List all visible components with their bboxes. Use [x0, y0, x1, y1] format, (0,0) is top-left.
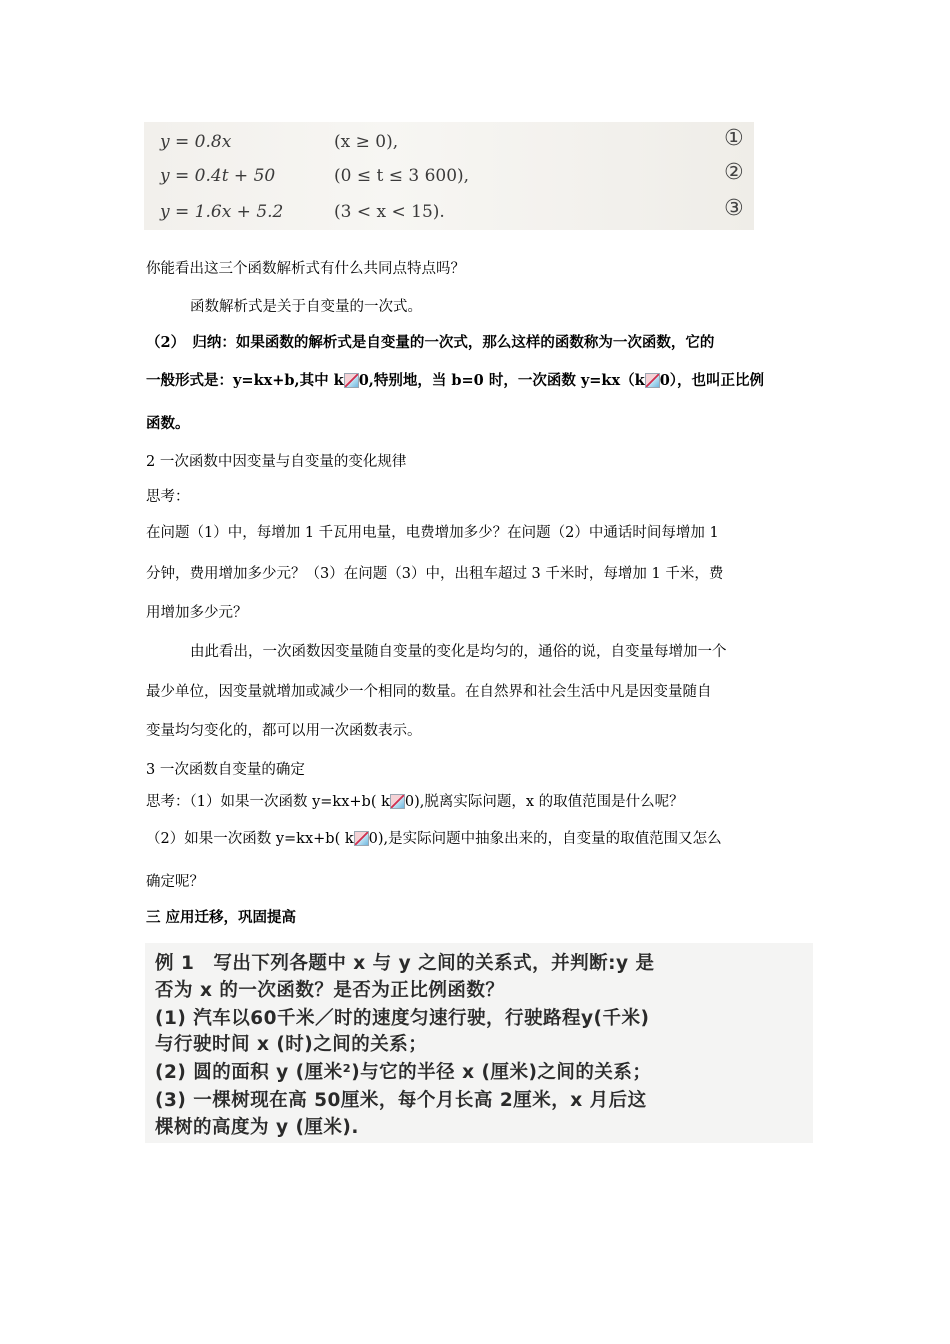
- example-line-2: 否为 x 的一次函数？是否为正比例函数？: [155, 980, 505, 1001]
- heading-change-rule: 2 一次函数中因变量与自变量的变化规律: [146, 454, 407, 470]
- think-question-1-end: 0),脱离实际问题，x 的取值范围是什么呢？: [404, 794, 684, 810]
- paragraph-questions-3: 用增加多少元？: [146, 605, 248, 621]
- definition-line-2: [146, 371, 764, 391]
- example-line-1: 例 1 写出下列各题中 x 与 y 之间的关系式，并判断:y 是: [155, 953, 655, 974]
- conclusion-line-2: 最少单位，因变量就增加或减少一个相同的数量。在自然界和社会生活中凡是因变量随自: [146, 684, 712, 700]
- answer-linear-expression: 函数解析式是关于自变量的一次式。: [190, 299, 422, 315]
- formula-2-number: ②: [724, 160, 744, 185]
- broken-image-icon: [354, 831, 369, 846]
- formula-3-number: ③: [724, 196, 744, 221]
- think-question-2: [146, 829, 722, 849]
- example-line-6: (3) 一棵树现在高 50厘米，每个月长高 2厘米，x 月后这: [155, 1090, 647, 1111]
- question-common-feature: 你能看出这三个函数解析式有什么共同点特点吗？: [146, 261, 465, 277]
- think-question-1-start: 思考：（1）如果一次函数 y=kx+b( k: [146, 794, 390, 810]
- think-question-2-start: （2）如果一次函数 y=kx+b( k: [146, 831, 354, 847]
- formula-scan-image: [144, 122, 754, 230]
- formula-3-domain: (3 < x < 15).: [334, 202, 445, 222]
- example-line-7: 棵树的高度为 y (厘米).: [155, 1117, 359, 1138]
- think-label: 思考：: [146, 489, 190, 505]
- definition-proportional: 0），也叫正比例: [659, 372, 765, 389]
- formula-1-number: ①: [724, 126, 744, 151]
- definition-line-3: 函数。: [146, 415, 190, 432]
- example-line-4: 与行驶时间 x (时)之间的关系；: [155, 1034, 428, 1055]
- example-line-3: (1) 汽车以60千米／时的速度匀速行驶，行驶路程y(千米): [155, 1008, 650, 1029]
- broken-image-icon: [390, 794, 405, 809]
- conclusion-line-1: 由此看出，一次函数因变量随自变量的变化是均匀的，通俗的说，自变量每增加一个: [190, 644, 727, 660]
- broken-image-icon: [645, 373, 660, 388]
- formula-3: y = 1.6x + 5.2: [160, 202, 284, 222]
- section-3-heading: 三 应用迁移，巩固提高: [146, 909, 297, 926]
- formula-2: y = 0.4t + 50: [160, 166, 276, 186]
- paragraph-questions-1: 在问题（1）中，每增加 1 千瓦用电量，电费增加多少？在问题（2）中通话时间每增加 1: [146, 525, 719, 541]
- think-question-2-end: 0),是实际问题中抽象出来的，自变量的取值范围又怎么: [368, 831, 722, 847]
- broken-image-icon: [344, 373, 359, 388]
- definition-special-case: 0,特别地，当 b=0 时，一次函数 y=kx（k: [358, 372, 645, 389]
- think-question-2-cont: 确定呢？: [146, 874, 204, 890]
- formula-2-domain: (0 ≤ t ≤ 3 600),: [334, 166, 470, 186]
- formula-1: y = 0.8x: [160, 132, 232, 152]
- example-line-5: (2) 圆的面积 y (厘米²)与它的半径 x (厘米)之间的关系；: [155, 1062, 652, 1083]
- heading-domain: 3 一次函数自变量的确定: [146, 762, 305, 778]
- formula-1-domain: (x ≥ 0),: [334, 132, 399, 152]
- example-scan-image: [145, 943, 813, 1143]
- definition-line-1: （2） 归纳：如果函数的解析式是自变量的一次式，那么这样的函数称为一次函数，它的: [146, 334, 715, 351]
- paragraph-questions-2: 分钟，费用增加多少元？（3）在问题（3）中，出租车超过 3 千米时，每增加 1 千米，费: [146, 566, 724, 582]
- conclusion-line-3: 变量均匀变化的，都可以用一次函数表示。: [146, 723, 422, 739]
- think-question-1: [146, 792, 684, 812]
- definition-general-form: 一般形式是：y=kx+b,其中 k: [146, 372, 344, 389]
